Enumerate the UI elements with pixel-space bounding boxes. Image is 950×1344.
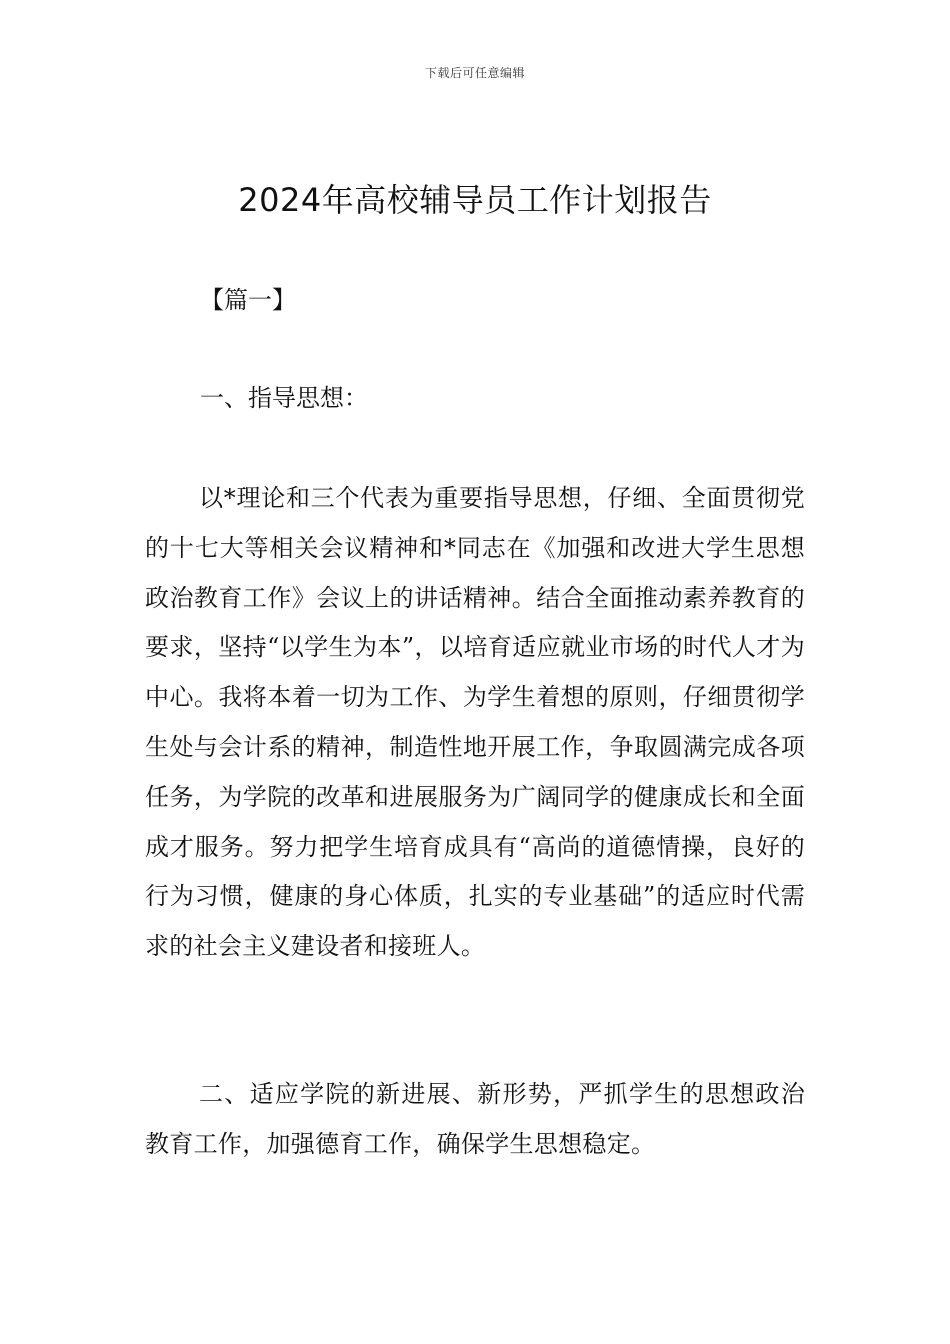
part-label: 【篇一】 <box>200 286 296 314</box>
body-paragraph: 以*理论和三个代表为重要指导思想，仔细、全面贯彻党的十七大等相关会议精神和*同志在《加强和改进大学生思想政治教育工作》会议上的讲话精神。结合全面推动素养教育的要求，坚持“以学生为本”，以培育适应就业市场的时代人才为中心。我将本着一切为工作、为学生着想的原则，仔细贯彻学生处与会计系的精神，制造性地开展工作，争取圆满完成各项任务，为学院的改革和进展服务为广阔同学的健康成长和全面成才服务。努力把学生培育成具有“高尚的道德情操，良好的行为习惯，健康的身心体质，扎实的专业基础”的适应时代需求的社会主义建设者和接班人。 <box>145 484 805 961</box>
body-paragraph: 二、适应学院的新进展、新形势，严抓学生的思想政治教育工作，加强德育工作，确保学生思想稳定。 <box>145 1080 805 1158</box>
header-note: 下载后可任意编辑 <box>424 66 525 80</box>
section-heading-guiding-ideology: 一、指导思想： <box>200 384 368 412</box>
document-title: 2024年高校辅导员工作计划报告 <box>238 181 712 219</box>
